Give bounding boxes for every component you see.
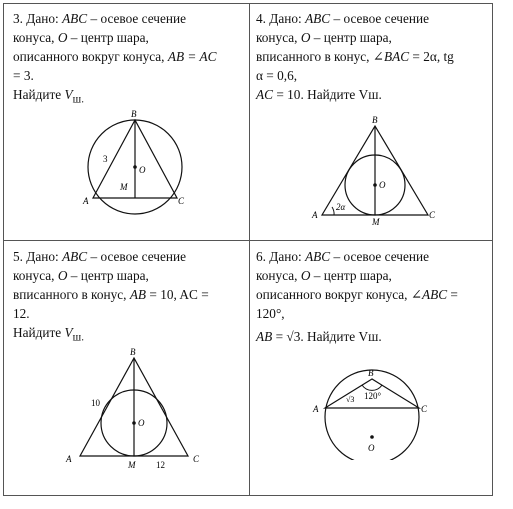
label-a: A [83,196,89,206]
text-line: вписанного в конус, AB = 10, AC = [13,287,209,302]
label-a: A [312,210,318,220]
label-m: M [372,217,380,227]
center-point [133,165,137,169]
angle-arc [362,385,382,390]
problem-6-text [256,247,488,346]
table-divider-vertical [249,3,250,496]
center-point [370,435,374,439]
text-line: 5. Дано: ABC – осевое сечение [13,249,187,264]
text-line: 3. Дано: ABC – осевое сечение [13,11,187,26]
text-line: конуса, O – центр шара, [256,268,392,283]
label-b: B [368,368,374,378]
label-o: O [139,165,146,175]
figure-problem-6 [308,365,438,460]
label-a: A [66,454,72,464]
text-line: 6. Дано: ABC – осевое сечение [256,249,430,264]
problem-3-text [13,9,245,110]
figure-problem-3 [70,105,200,220]
label-c: C [429,210,436,220]
text-line: AB = √3. Найдите Vш. [256,329,382,344]
label-m: M [128,460,136,470]
text-line: конуса, O – центр шара, [256,30,392,45]
text-line: конуса, O – центр шара, [13,268,149,283]
label-m: M [120,182,128,192]
label-c: C [193,454,200,464]
text-line: 12. [13,306,30,321]
text-line: α = 0,6, [256,68,298,83]
text-line: 120°, [256,306,285,321]
label-c: C [178,196,185,206]
label-b: B [131,109,137,119]
label-angle: 120° [364,391,382,401]
text-line: вписанного в конус, ∠BAC = 2α, tg [256,49,454,64]
label-a: A [313,404,319,414]
label-side: 3 [103,154,108,164]
problem-5-text [13,247,245,348]
figure-problem-4 [310,112,440,227]
center-point [373,183,377,187]
text-line: 4. Дано: ABC – осевое сечение [256,11,430,26]
table-divider-horizontal [3,240,493,241]
problem-4-text [256,9,488,104]
label-o: O [379,180,386,190]
text-line: описанного вокруг конуса, AB = AC [13,49,217,64]
text-line: = 3. [13,68,34,83]
label-b: B [130,348,136,357]
label-o: O [368,443,375,453]
text-line: описанного вокруг конуса, ∠ABC = [256,287,458,302]
text-line: Найдите $V_{ш.}$ [13,87,84,106]
center-point [132,421,136,425]
label-angle: 2α [336,202,346,212]
angle-arc [332,207,334,215]
text-line: Найдите $V_{ш.}$ [13,325,84,344]
label-side-ab: 10 [91,398,100,408]
figure-problem-5 [58,348,208,473]
label-o: O [138,418,145,428]
label-b: B [372,115,378,125]
label-side-mc: 12 [156,460,165,470]
label-side: √3 [346,395,355,404]
text-line: конуса, O – центр шара, [13,30,149,45]
label-c: C [421,404,428,414]
text-line: AC = 10. Найдите Vш. [256,87,382,102]
